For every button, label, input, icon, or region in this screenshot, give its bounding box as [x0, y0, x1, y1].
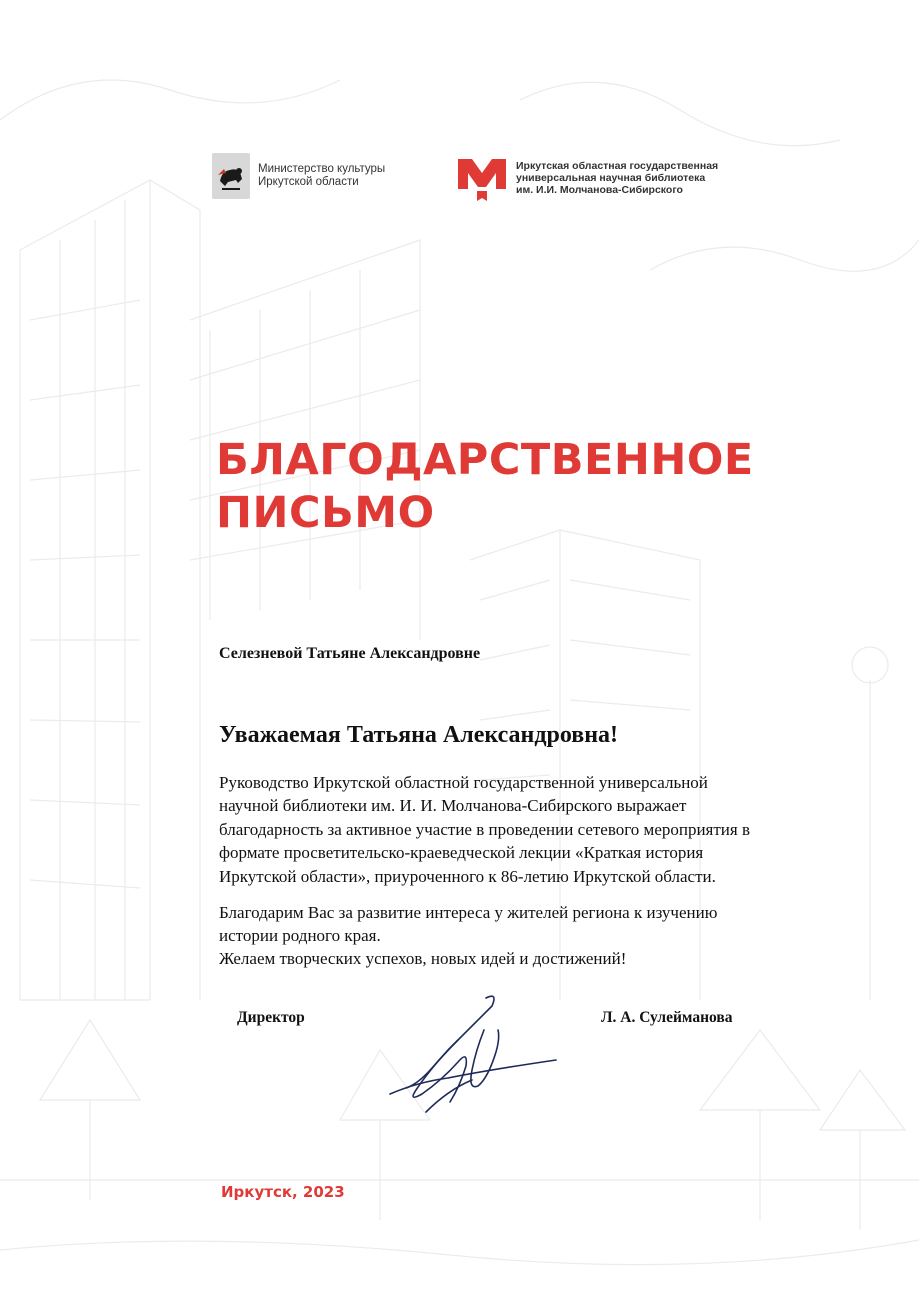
body-line: Руководство Иркутской областной государственной универсальной: [219, 773, 708, 792]
body-line: благодарность за активное участие в проведении сетевого мероприятия в: [219, 819, 751, 839]
irkutsk-crest-icon: [212, 153, 250, 199]
library-line3: им. И.И. Молчанова-Сибирского: [516, 184, 683, 196]
body-line: Благодарим Вас за развитие интереса у жителей региона к изучению: [219, 903, 718, 922]
ministry-name: [258, 163, 385, 189]
handwritten-signature: [388, 990, 560, 1120]
ministry-line1: Министерство культуры: [258, 163, 386, 175]
ministry-line2: Иркутской области: [258, 176, 359, 188]
body-line: научной библиотеки им. И. И. Молчанова-Сибирского выражает: [219, 796, 687, 816]
footer-city-year: Иркутск, 2023: [221, 1183, 345, 1201]
signatory-name: Л. А. Сулейманова: [601, 1009, 733, 1026]
letter-title: [216, 434, 754, 540]
signatory-title: Директор: [237, 1009, 305, 1026]
body-line: Иркутской области», приуроченного к 86-летию Иркутской области.: [219, 866, 716, 886]
body-line: истории родного края.: [219, 926, 381, 945]
body-line: формате просветительско-краеведческой лекции «Краткая история: [219, 843, 704, 863]
library-name: [516, 160, 718, 196]
library-m-logo-icon: [456, 153, 508, 203]
body-paragraph-2: [219, 901, 829, 970]
library-logo: [456, 153, 718, 203]
library-line1: Иркутская областная государственная: [516, 160, 719, 172]
recipient-name: Селезневой Татьяне Александровне: [219, 645, 481, 662]
body-line: Желаем творческих успехов, новых идей и достижений!: [219, 949, 627, 968]
body-paragraph-1: [219, 771, 829, 888]
title-line2: ПИСЬМО: [216, 488, 435, 538]
ministry-logo: [212, 153, 385, 199]
greeting: Уважаемая Татьяна Александровна!: [219, 722, 619, 748]
title-line1: БЛАГОДАРСТВЕННОЕ: [216, 435, 754, 485]
library-line2: универсальная научная библиотека: [516, 172, 706, 184]
